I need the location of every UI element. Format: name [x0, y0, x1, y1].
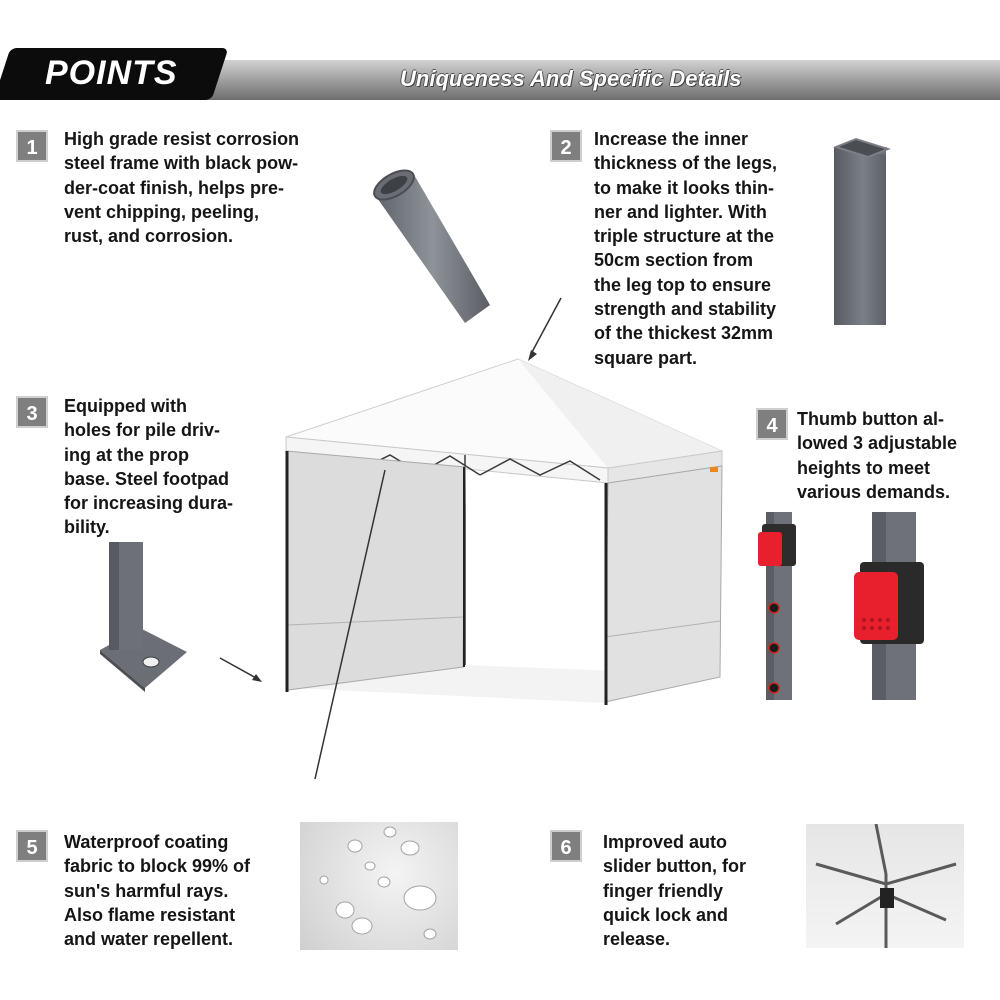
point-1-line: der-coat finish, helps pre- [64, 177, 285, 198]
point-3-line: holes for pile driv- [64, 420, 221, 441]
point-2-line: of the thickest 32mm [594, 323, 774, 344]
point-2-line: triple structure at the [594, 226, 775, 247]
point-5-line: and water repellent. [64, 929, 234, 950]
point-6-line: finger friendly [603, 880, 724, 901]
point-5-badge: 5 [16, 830, 48, 862]
point-2-line: to make it looks thin- [594, 177, 775, 198]
point-5-line: sun's harmful rays. [64, 880, 229, 901]
point-2-text [594, 127, 777, 370]
auto-slider-frame-image [806, 824, 964, 948]
point-6-line: slider button, for [603, 856, 746, 877]
point-3-line: ing at the prop [64, 444, 189, 465]
point-2-line: thickness of the legs, [594, 153, 778, 174]
frame-joint-icon [806, 824, 964, 948]
arrow-foot-icon [218, 655, 266, 687]
canopy-tent-image [280, 355, 730, 785]
point-6-badge: 6 [550, 830, 582, 862]
point-1-line: rust, and corrosion. [64, 226, 234, 247]
point-2-line: strength and stability [594, 299, 777, 320]
banner-subtitle: Uniqueness And Specific Details [400, 66, 742, 91]
point-2-line: Increase the inner [594, 129, 749, 149]
square-leg-image [828, 135, 893, 327]
point-5-line: Also flame resistant [64, 904, 236, 925]
point-4-line: lowed 3 adjustable [797, 433, 958, 454]
point-4-badge: 4 [756, 408, 788, 440]
point-2-line: square part. [594, 347, 698, 368]
point-3-line: Equipped with [64, 396, 187, 416]
header-banner [0, 48, 1000, 100]
point-6-line: quick lock and [603, 904, 729, 925]
point-1-line: High grade resist corrosion [64, 129, 300, 149]
point-4-text [797, 407, 957, 504]
point-3-badge: 3 [16, 396, 48, 428]
point-5-line: fabric to block 99% of [64, 856, 251, 877]
point-3-line: base. Steel footpad [64, 468, 230, 489]
point-2-line: 50cm section from [594, 250, 754, 271]
waterproof-fabric-image [300, 822, 458, 950]
point-2-line: ner and lighter. With [594, 201, 767, 222]
point-4-line: Thumb button al- [797, 409, 944, 429]
point-5-line: Waterproof coating [64, 832, 229, 852]
point-3-line: for increasing dura- [64, 493, 234, 514]
point-6-line: release. [603, 929, 671, 950]
point-3-line: bility. [64, 517, 110, 538]
tube-pipe-image [365, 165, 500, 330]
point-2-badge: 2 [550, 130, 582, 162]
point-1-text [64, 127, 299, 248]
water-drops-icon [300, 822, 458, 950]
banner-tag-text: POINTS [45, 54, 178, 92]
point-5-text [64, 830, 250, 951]
point-4-line: heights to meet [797, 457, 931, 478]
footpad-image [95, 540, 190, 692]
point-1-badge: 1 [16, 130, 48, 162]
point-6-text [603, 830, 746, 951]
adjustable-leg-large-image [848, 510, 928, 702]
point-3-text [64, 394, 233, 540]
point-1-line: vent chipping, peeling, [64, 201, 260, 222]
point-4-line: various demands. [797, 481, 951, 502]
point-1-line: steel frame with black pow- [64, 153, 299, 174]
point-2-line: the leg top to ensure [594, 274, 772, 295]
point-6-line: Improved auto [603, 832, 728, 852]
adjustable-leg-small-image [752, 510, 802, 702]
